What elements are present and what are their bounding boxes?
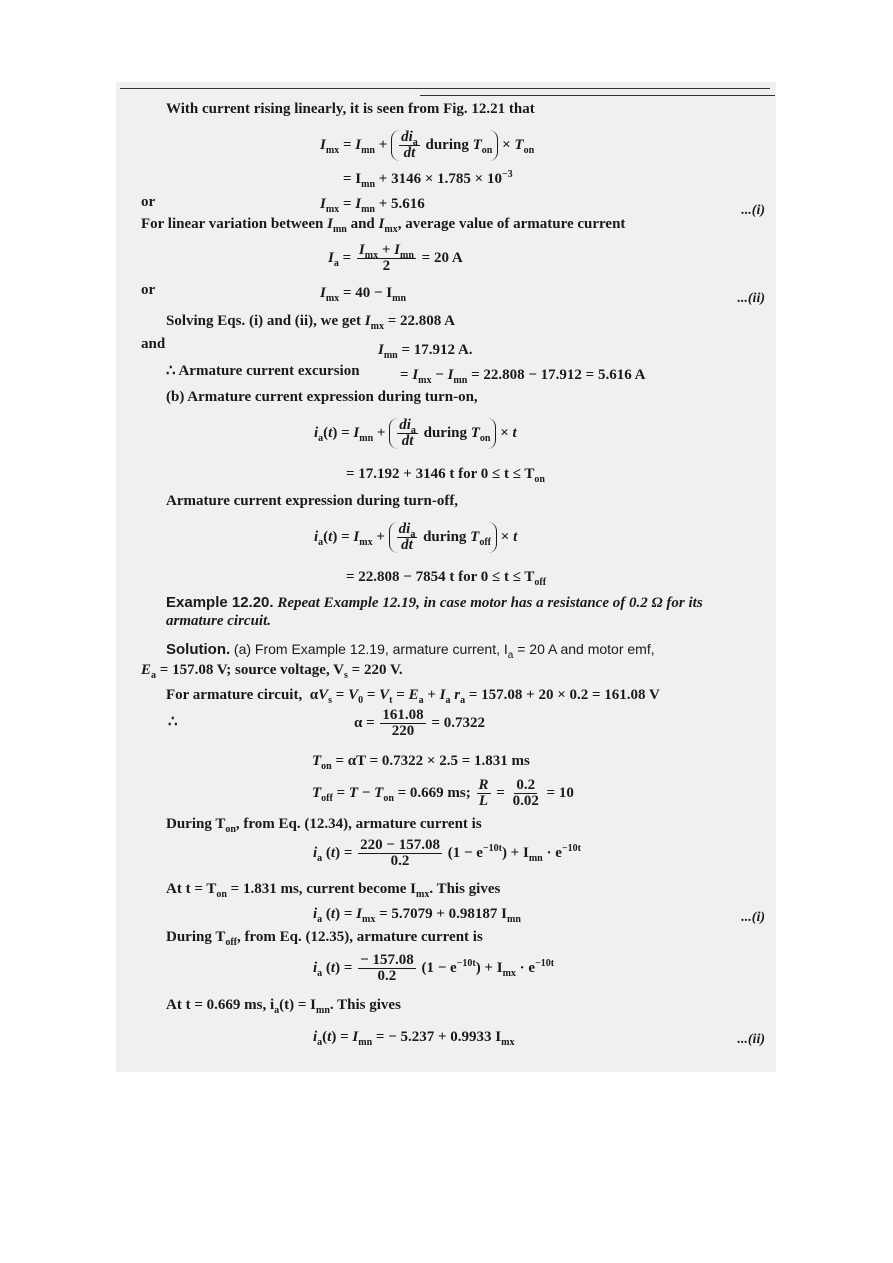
example-text: Repeat Example 12.19, in case motor has a resistance of 0.2 Ω for its armature circuit. <box>166 595 703 629</box>
top-rule <box>120 88 770 89</box>
turn-on-expression: = 17.192 + 3146 t for $0 \le t \le T_{on}$ <box>346 466 545 485</box>
or-label-2: or <box>141 282 156 298</box>
toff-equation: $T_{off} = T - T_{on} = 0.669$ ms; $\frac{R}{L}$ = $\frac{0.2}{0.02}$ = 10 <box>312 777 574 809</box>
ia-turn-on-equation: $i_a$ (t) = $\frac{220 - 157.08}{0.2}$ $(1 - e^{-10t}) + I_{mn} \cdot e^{-10t}$ <box>313 837 581 869</box>
ia-turn-off-result: $i_a(t) = I_{mn}$ = − 5.237 + 0.9933 $I_{mx}$ <box>313 1029 515 1048</box>
during-toff-text: During $T_{off}$, from Eq. (12.35), armature current is <box>166 929 483 948</box>
equation-imx-definition: $I_{mx} = I_{mn}$ + $\frac{di_a}{dt}$ during $T_{on} \times T_{on}$ <box>320 129 535 161</box>
equation-ii: $I_{mx} = 40 - I_{mn}$ <box>320 285 407 304</box>
turn-off-expression: = 22.808 − 7854 t for $0 \le t \le T_{off}$ <box>346 569 547 588</box>
at-ton-text: At $t = T_{on} = 1.831$ ms, current become $I_{mx}$. This gives <box>166 881 501 900</box>
solution-line-2: $E_a = 157.08$ V; source voltage, $V_s = 220$ V. <box>141 662 403 681</box>
ia-turn-off-equation: $i_a$ (t) = $\frac{- 157.08}{0.2}$ $(1 - e^{-10t}) + I_{mx} \cdot e^{-10t}$ <box>313 952 555 984</box>
intro-text: With current rising linearly, it is seen from Fig. 12.21 that <box>166 101 535 117</box>
solving-text: Solving Eqs. (i) and (ii), we get $I_{mx} = 22.808$ A <box>166 313 456 332</box>
ia-turn-on-result: $i_a$ $(t) = I_{mx} = 5.7079 + 0.98187$ $I_{mn}$ <box>313 906 521 925</box>
armature-circuit-equation: For armature circuit, $\alpha V_s = V_0 = V_t = E_a + I_a$ $r_a = 157.08 + 20 \times 0.2 = 161.08$ V <box>166 687 660 706</box>
during-ton-text: During $T_{on}$, from Eq. (12.34), armature current is <box>166 816 482 835</box>
therefore-symbol: ∴ <box>168 714 178 730</box>
excursion-label: ∴ Armature current excursion <box>166 363 360 379</box>
equation-i: $I_{mx} = I_{mn} + 5.616$ <box>320 196 425 215</box>
top-rule-second <box>420 95 775 96</box>
equation-turn-off: $i_a(t) = I_{mx}$ + $\frac{di_a}{dt}$ during $T_{off} \times t$ <box>314 521 518 553</box>
equation-tag-i: ...(i) <box>741 203 765 218</box>
equation-tag-i-2: ...(i) <box>741 910 765 925</box>
imn-result: $I_{mn} = 17.912$ A. <box>378 342 473 361</box>
solution-line-1: Solution. (a) From Example 12.19, armature current, $I_a = 20$ A and motor emf, <box>166 641 655 661</box>
example-title: Example 12.20. <box>166 594 274 611</box>
part-b-heading: (b) Armature current expression during turn-on, <box>166 389 478 405</box>
at-toff-text: At t = 0.669 ms, $i_a(t) = I_{mn}$. This gives <box>166 997 401 1016</box>
and-label: and <box>141 336 166 352</box>
equation-average: $I_a$ = $\frac{I_{mx} + I_{mn}}{2}$ = 20 A <box>328 242 463 274</box>
example-heading <box>166 594 756 630</box>
equation-tag-ii-2: ...(ii) <box>737 1032 765 1047</box>
equation-tag-ii: ...(ii) <box>737 291 765 306</box>
alpha-equation: α = $\frac{161.08}{220}$ = 0.7322 <box>354 707 485 739</box>
equation-imx-numeric: = $I_{mn} + 3146 \times 1.785 \times 10^{-3}$ <box>343 169 513 190</box>
linear-variation-text: For linear variation between $I_{mn}$ and $I_{mx}$, average value of armature current <box>141 216 626 235</box>
ton-equation: $T_{on} = \alpha T = 0.7322 \times 2.5 = 1.831$ ms <box>312 753 530 772</box>
excursion-value: = $I_{mx} - I_{mn} = 22.808 - 17.912 = 5.616$ A <box>400 367 646 386</box>
or-label: or <box>141 194 156 210</box>
equation-turn-on: $i_a(t) = I_{mn}$ + $\frac{di_a}{dt}$ during $T_{on} \times t$ <box>314 417 517 449</box>
turn-off-heading: Armature current expression during turn-off, <box>166 493 459 509</box>
